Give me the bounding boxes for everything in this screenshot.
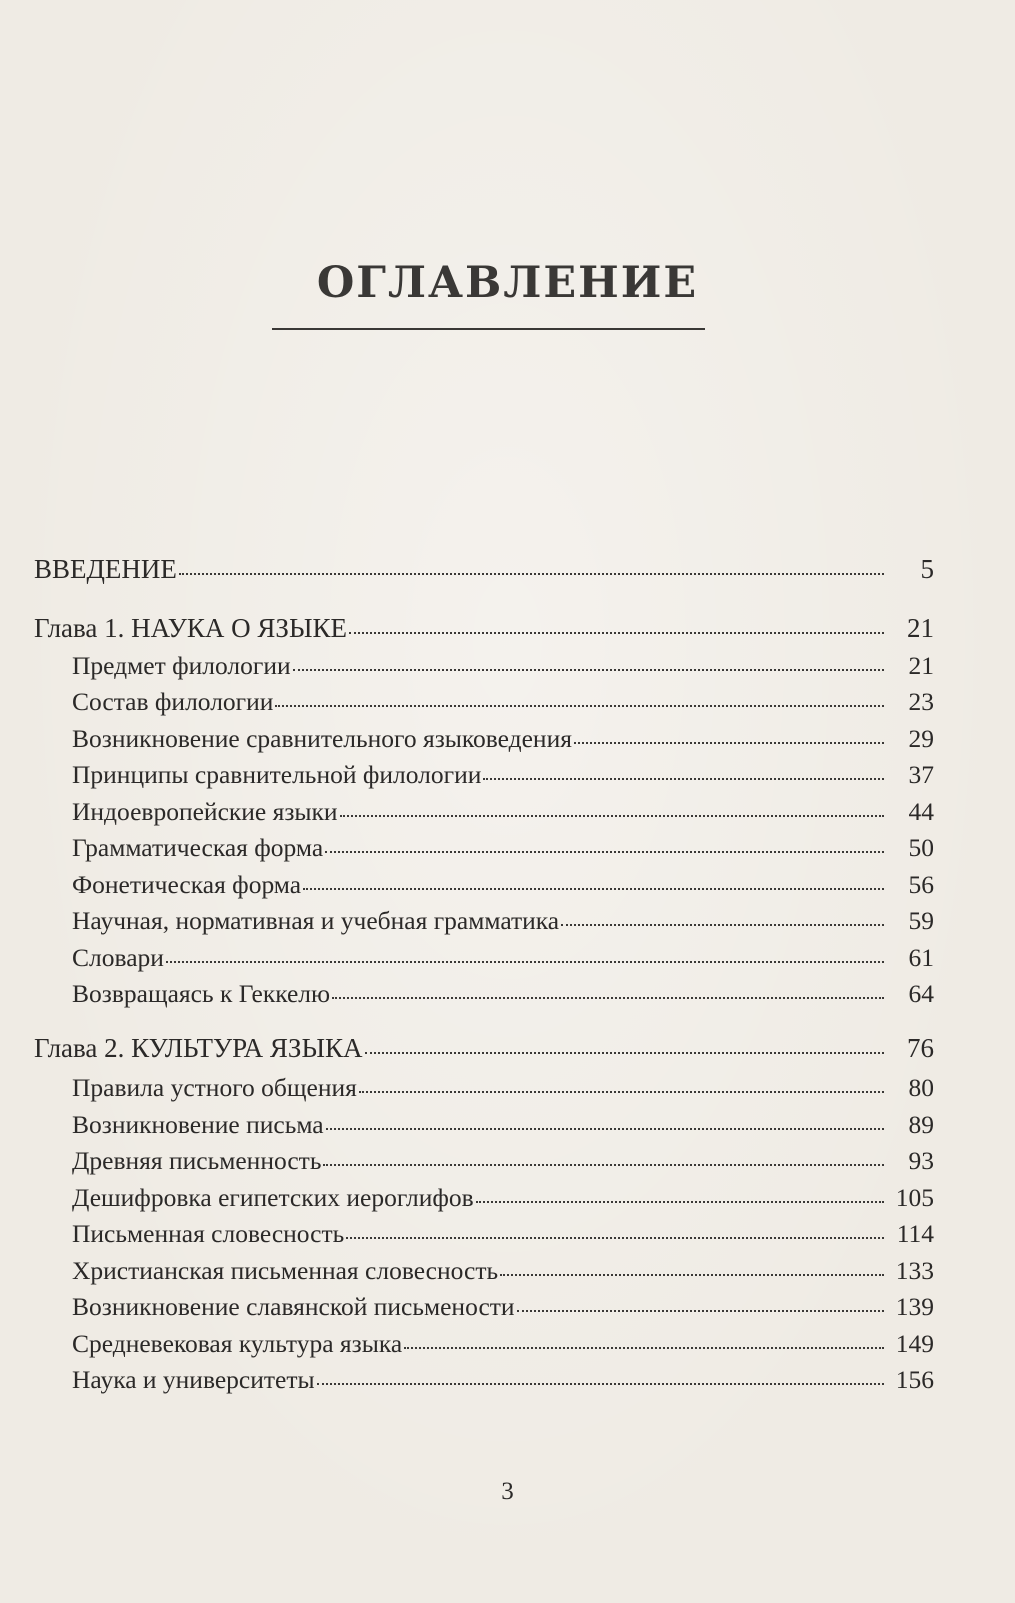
toc-entry-section [72,797,934,827]
dot-leader [325,851,884,853]
toc-entry-label: Возникновение письма [72,1110,324,1139]
toc-entry-label: Индоевропейские языки [72,797,338,826]
toc-entry-label: Глава 2. КУЛЬТУРА ЯЗЫКА [34,1033,363,1063]
dot-leader [166,961,884,963]
toc-entry-section [72,833,934,863]
toc-entry-label: Возникновение сравнительного языковедения [72,724,572,753]
toc-entry-section [72,906,934,936]
toc-entry-page: 93 [908,1146,934,1175]
toc-entry-section [72,1110,934,1140]
toc-entry-page: 56 [908,870,934,899]
dot-leader [303,888,884,890]
toc-entry-page: 21 [907,613,934,643]
toc-entry-section [72,1146,934,1176]
toc-entry-label: Правила устного общения [72,1073,357,1102]
toc-entry-label: Состав филологии [72,687,274,716]
dot-leader [359,1091,884,1093]
toc-entry-section [72,1183,934,1213]
toc-entry-section [72,1256,934,1286]
toc-entry-label: Предмет филологии [72,651,291,680]
toc-entry-label: Дешифровка египетских иероглифов [72,1183,474,1212]
toc-entry-page: 21 [908,651,934,680]
dot-leader [500,1274,884,1276]
toc-entry-label: Глава 1. НАУКА О ЯЗЫКЕ [34,613,347,643]
toc-entry-label: Возвращаясь к Геккелю [72,979,331,1008]
dot-leader [476,1201,884,1203]
toc-entry-label: ВВЕДЕНИЕ [34,554,177,584]
toc-entry-page: 64 [908,979,934,1008]
toc-entry-page: 149 [895,1329,934,1358]
toc-entry-label: Христианская письменная словесность [72,1256,499,1285]
dot-leader [346,1237,884,1239]
toc-entry-section [72,979,934,1009]
dot-leader [326,1128,884,1130]
toc-entry-label: Словари [72,943,164,972]
dot-leader [483,778,884,780]
toc-entry-chapter-1 [34,613,934,644]
toc-entry-section [72,1073,934,1103]
toc-entry-page: 29 [908,724,934,753]
toc-entry-section [72,1292,934,1322]
toc-entry-label: Возникновение славянской письмености [72,1292,515,1321]
toc-entry-page: 80 [908,1073,934,1102]
toc-entry-section [72,943,934,973]
toc-entry-page: 156 [895,1365,934,1394]
toc-entry-chapter-2 [34,1033,934,1064]
dot-leader [365,1052,885,1054]
toc-entry-page: 44 [908,797,934,826]
toc-entry-label: Фонетическая форма [72,870,302,899]
toc-entry-section [72,1329,934,1359]
dot-leader [332,997,884,999]
dot-leader [574,742,884,744]
dot-leader [517,1310,884,1312]
toc-entry-section [72,870,934,900]
dot-leader [349,632,884,634]
toc-entry-section [72,651,934,681]
dot-leader [317,1383,884,1385]
toc-entry-section [72,760,934,790]
toc-entry-label: Принципы сравнительной филологии [72,760,482,789]
toc-entry-page: 105 [895,1183,934,1212]
toc-entry-section [72,1219,934,1249]
toc-entry-introduction [34,554,934,585]
dot-leader [404,1347,884,1349]
dot-leader [275,705,884,707]
toc-entry-label: Наука и университеты [72,1365,315,1394]
toc-entry-page: 37 [908,760,934,789]
toc-entry-label: Письменная словесность [72,1219,345,1248]
page-title: ОГЛАВЛЕНИЕ [316,258,699,308]
toc-entry-section [72,724,934,754]
dot-leader [561,924,884,926]
dot-leader [323,1164,884,1166]
toc-entry-page: 5 [920,554,934,584]
toc-entry-page: 139 [895,1292,934,1321]
toc-entry-label: Грамматическая форма [72,833,324,862]
toc-entry-page: 61 [908,943,934,972]
toc-entry-page: 76 [907,1033,934,1063]
dot-leader [179,573,884,575]
toc-entry-page: 133 [895,1256,934,1285]
toc-entry-label: Древняя письменность [72,1146,322,1175]
dot-leader [340,815,884,817]
toc-entry-section [72,1365,934,1395]
toc-entry-section [72,687,934,717]
toc-entry-page: 50 [908,833,934,862]
toc-entry-page: 89 [908,1110,934,1139]
dot-leader [293,669,884,671]
toc-entry-label: Научная, нормативная и учебная грамматика [72,906,560,935]
page-number: 3 [501,1478,514,1505]
toc-entry-page: 23 [908,687,934,716]
toc-entry-page: 59 [908,906,934,935]
toc-entry-label: Средневековая культура языка [72,1329,403,1358]
toc-entry-page: 114 [896,1219,934,1248]
